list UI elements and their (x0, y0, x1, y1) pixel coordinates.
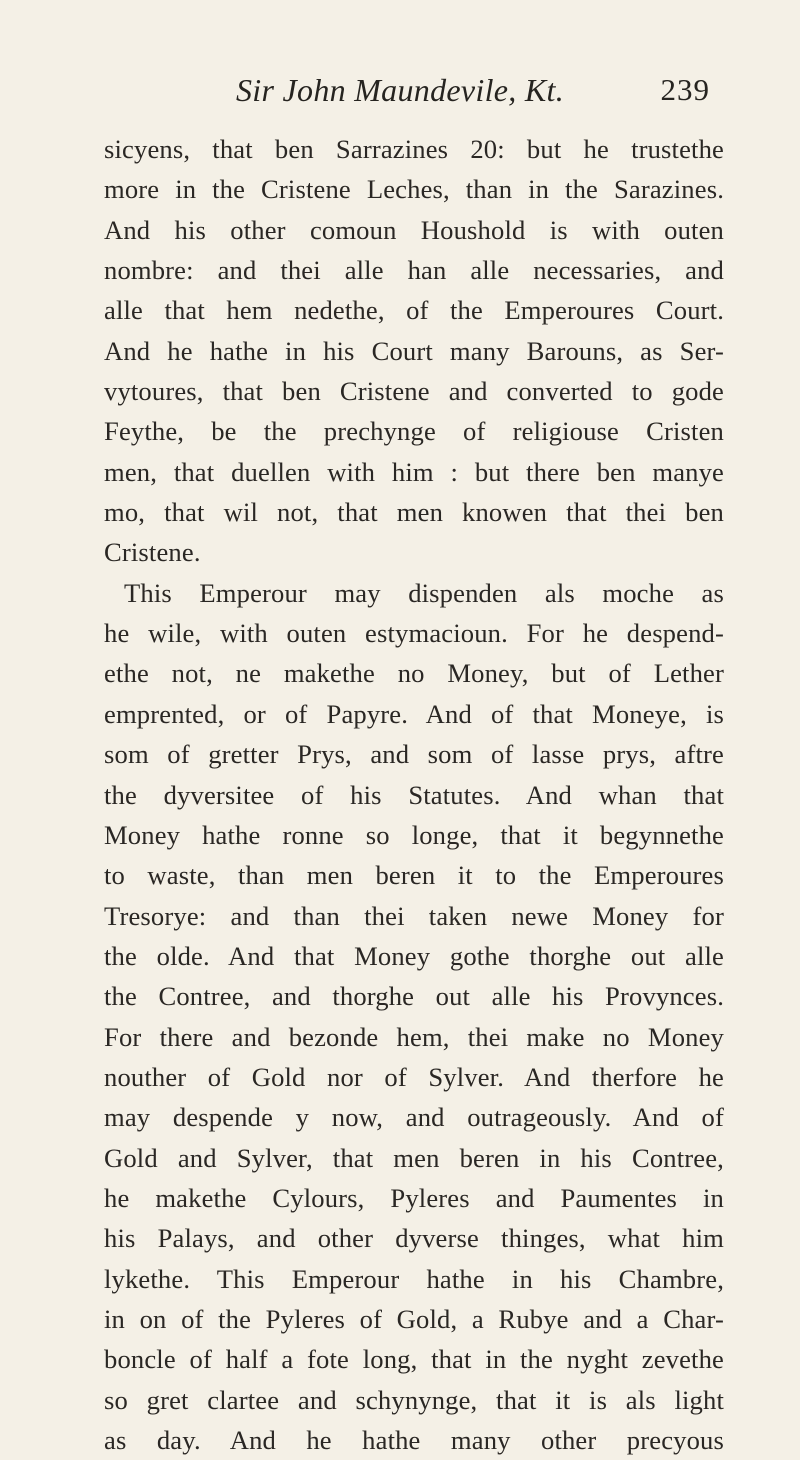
text-line: nouther of Gold nor of Sylver. And therfore he (104, 1061, 724, 1092)
text-line: This Emperour may dispenden als moche as (124, 577, 724, 608)
text-line: the olde. And that Money gothe thorghe out alle (104, 940, 724, 971)
text-line: And he hathe in his Court many Barouns, as Ser- (104, 335, 724, 366)
text-line: Feythe, be the prechynge of religiouse Cristen (104, 416, 724, 447)
text-line: the dyversitee of his Statutes. And whan that (104, 779, 724, 810)
body-text (104, 129, 724, 1460)
text-line: Gold and Sylver, that men beren in his Contree, (104, 1142, 724, 1173)
text-line: he makethe Cylours, Pyleres and Paumentes in (104, 1182, 724, 1213)
text-line: may despende y now, and outrageously. And of (104, 1102, 724, 1133)
text-line: For there and bezonde hem, thei make no Money (104, 1021, 724, 1052)
running-head (0, 72, 800, 112)
text-line: lykethe. This Emperour hathe in his Chambre, (104, 1263, 724, 1294)
text-line: so gret clartee and schynynge, that it is als light (104, 1384, 724, 1415)
running-title: Sir John Maundevile, Kt. (235, 72, 565, 108)
text-line: mo, that wil not, that men knowen that thei ben (104, 497, 724, 528)
text-line: men, that duellen with him : but there ben manye (104, 456, 724, 487)
text-line: he wile, with outen estymacioun. For he despend- (104, 618, 724, 649)
text-line: And his other comoun Houshold is with outen (104, 214, 724, 245)
text-line: his Palays, and other dyverse thinges, what him (104, 1223, 724, 1254)
text-line: Tresorye: and than thei taken newe Money for (104, 900, 724, 931)
text-line: som of gretter Prys, and som of lasse prys, aftre (104, 739, 724, 770)
text-line: as day. And he hathe many other precyous (104, 1425, 724, 1455)
text-line: more in the Cristene Leches, than in the Sarazines. (104, 174, 724, 205)
text-line: sicyens, that ben Sarrazines 20: but he trustethe (104, 134, 724, 164)
text-line: the Contree, and thorghe out alle his Provynces. (104, 981, 724, 1012)
text-line: alle that hem nedethe, of the Emperoures Court. (104, 295, 724, 326)
text-line: emprented, or of Papyre. And of that Moneye, is (104, 698, 724, 729)
text-line: to waste, than men beren it to the Emperoures (104, 860, 724, 891)
text-line: in on of the Pyleres of Gold, a Rubye and a Char- (104, 1303, 724, 1334)
text-line: Cristene. (104, 537, 201, 568)
text-line: ethe not, ne makethe no Money, but of Lether (104, 658, 724, 689)
text-line: boncle of half a fote long, that in the nyght zevethe (104, 1344, 724, 1375)
text-line: Money hathe ronne so longe, that it begynnethe (104, 819, 724, 850)
page-number: 239 (660, 72, 710, 107)
text-line: nombre: and thei alle han alle necessaries, and (104, 255, 724, 286)
text-line: vytoures, that ben Cristene and converted to gode (104, 376, 724, 407)
